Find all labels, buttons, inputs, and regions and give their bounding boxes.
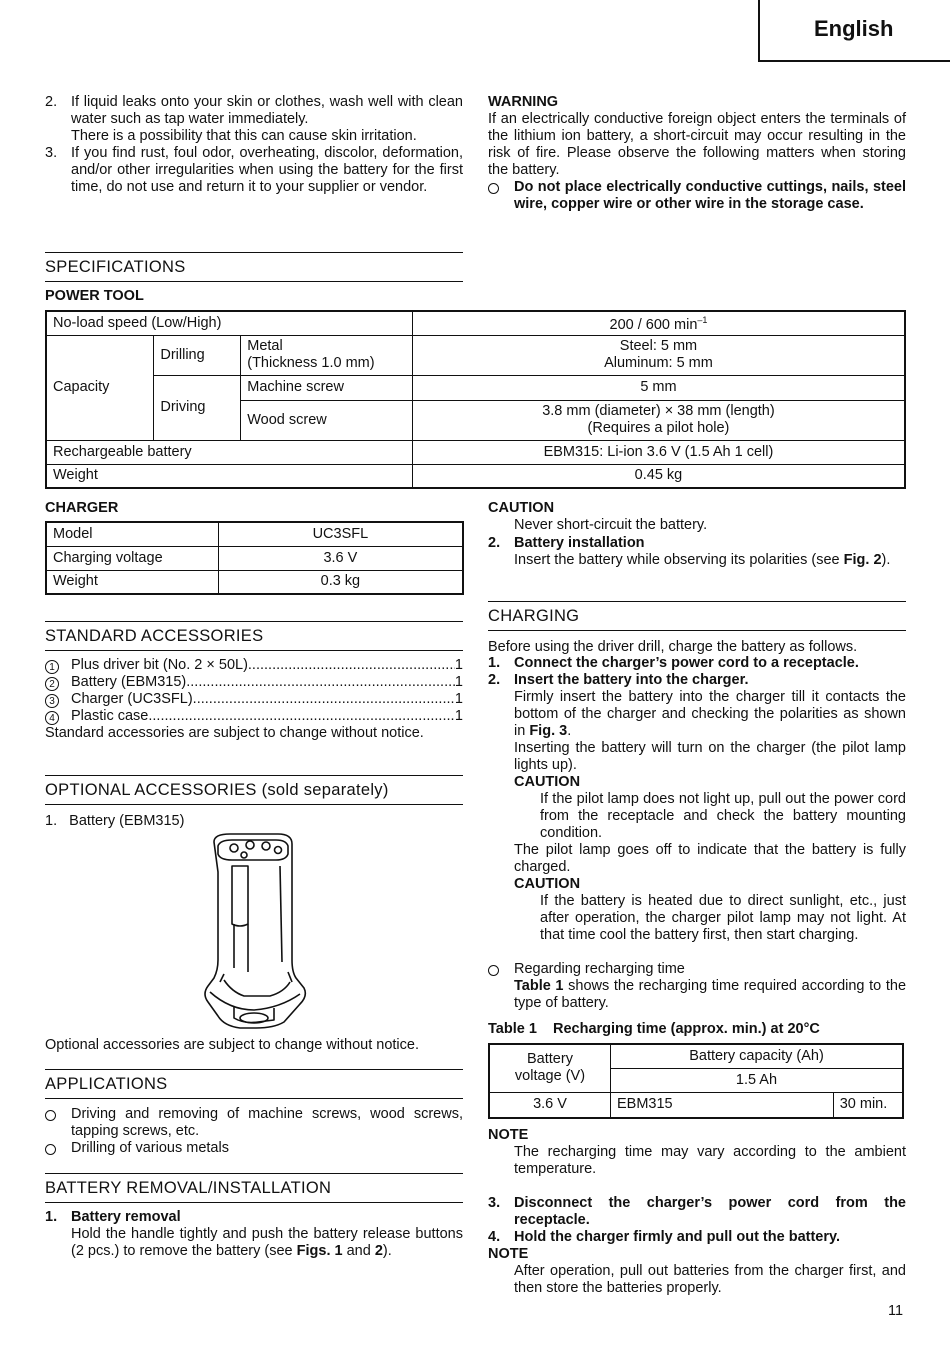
pilot-off-text: The pilot lamp goes off to indicate that the battery is fully charged. [514, 842, 906, 875]
bullet-circle-icon [45, 1143, 56, 1160]
page-number: 11 [888, 1303, 904, 1319]
charging-intro: Before using the driver drill, charge the battery as follows. [488, 639, 858, 655]
step-text-end: . [567, 723, 572, 739]
aluminum-value: Aluminum: 5 mm [604, 355, 713, 371]
dot-leader [186, 674, 455, 691]
noload-value-sup: –1 [697, 315, 708, 326]
accessory-qty: 1 [454, 674, 463, 690]
application-text: Drilling of various metals [71, 1140, 229, 1156]
drilling-label: Drilling [154, 335, 241, 375]
noload-value-text: 200 / 600 min [609, 317, 698, 334]
charger-model-value: UC3SFL [218, 522, 463, 546]
item-text: If you find rust, foul odor, overheating, discolor, deformation, and/or other irregularities when using the battery for the first time, do not use and return it to your supplier or vendor. [71, 145, 463, 195]
bullet-circle-icon [45, 1109, 56, 1126]
note-heading: NOTE [488, 1127, 529, 1143]
standard-accessories-heading: STANDARD ACCESSORIES [45, 621, 463, 651]
acc-number-text: 4 [45, 711, 59, 725]
language-label: English [814, 16, 894, 41]
caution-text: If the battery is heated due to direct sunlight, etc., just after operation, the charger pilot lamp may not light. At that time cool the battery first, then start charging. [540, 893, 906, 943]
fig-ref: Fig. 2 [843, 552, 882, 568]
fig-ref: Fig. 3 [529, 723, 568, 739]
accessory-label: Charger (UC3SFL) [71, 691, 193, 707]
charging-heading: CHARGING [488, 601, 906, 631]
applications-heading: APPLICATIONS [45, 1069, 463, 1099]
bullet-circle-icon [488, 964, 499, 981]
battery-label: Rechargeable battery [46, 440, 412, 464]
item-number: 3. [45, 145, 58, 161]
step-content [514, 672, 906, 740]
power-tool-heading: POWER TOOL [45, 288, 144, 304]
accessory-label: Plastic case [71, 708, 149, 724]
language-tab [758, 0, 950, 62]
metal-label [241, 335, 413, 375]
charger-heading: CHARGER [45, 500, 119, 516]
step-title: Battery removal [71, 1209, 181, 1225]
standard-accessories-list [45, 657, 463, 727]
optional-accessory-item: 1. Battery (EBM315) [45, 813, 185, 829]
voltage-header [489, 1044, 610, 1092]
bullet-circle-icon [488, 182, 499, 199]
wood-screw-label: Wood screw [241, 400, 413, 440]
warning-bullet-text: Do not place electrically conductive cuttings, nails, steel wire, copper wire or other wire in the storage case. [514, 179, 906, 212]
acc-number-text: 1 [45, 660, 59, 674]
step-text: Firmly insert the battery into the charger till it contacts the bottom of the charger and checking the polarities as shown in [514, 689, 906, 739]
charger-model-label: Model [46, 522, 218, 546]
application-text: Driving and removing of machine screws, wood screws, tapping screws, etc. [71, 1106, 463, 1139]
caution-text: If the pilot lamp does not light up, pull out the power cord from the receptacle and check the battery mounting condition. [540, 791, 906, 841]
note-heading: NOTE [488, 1246, 529, 1262]
metal-value [412, 335, 905, 375]
accessory-label: Battery (EBM315) [71, 674, 187, 690]
metal-text: Metal [247, 338, 283, 354]
acc-number-text: 2 [45, 677, 59, 691]
accessory-qty: 1 [454, 691, 463, 707]
caution-heading: CAUTION [488, 500, 555, 516]
note-text: The recharging time may vary according to the ambient temperature. [514, 1144, 906, 1177]
power-tool-spec-table [45, 310, 906, 489]
voltage-header-line1: Battery [527, 1051, 573, 1068]
accessory-item [71, 674, 463, 691]
bullet-text: shows the recharging time required according to the type of battery. [514, 978, 907, 1011]
warning-text: If an electrically conductive foreign object enters the terminals of the lithium ion battery, a short-circuit may occur resulting in the risk of fire. Please observe the following matters when storing the battery. [488, 111, 906, 178]
machine-screw-value: 5 mm [412, 375, 905, 400]
step-content [514, 535, 906, 569]
bullet-title: Regarding recharging time [514, 961, 685, 977]
metal-thickness: (Thickness 1.0 mm) [247, 355, 375, 371]
step-title: Disconnect the charger’s power cord from the receptacle. [514, 1195, 906, 1228]
capacity-header: Battery capacity (Ah) [610, 1044, 903, 1068]
battery-illustration [200, 832, 310, 1030]
standard-accessories-note: Standard accessories are subject to change without notice. [45, 725, 424, 741]
step-title: Connect the charger’s power cord to a receptacle. [514, 655, 859, 671]
weight-value: 0.45 kg [412, 464, 905, 488]
item-text [71, 94, 463, 145]
voltage-value: 3.6 V [489, 1092, 610, 1118]
note-text: After operation, pull out batteries from the charger first, and then store the batteries properly. [514, 1263, 906, 1296]
acc-number-1 [45, 658, 59, 675]
warning-heading: WARNING [488, 94, 559, 110]
accessory-item [71, 657, 463, 674]
wood-screw-value [412, 400, 905, 440]
steel-value: Steel: 5 mm [619, 338, 698, 354]
step-title: Insert the battery into the charger. [514, 672, 749, 688]
step-number: 1. [488, 655, 501, 671]
step-text-and: and [342, 1243, 375, 1259]
step-title: Hold the charger firmly and pull out the battery. [514, 1229, 841, 1245]
charger-spec-table [45, 521, 464, 595]
caution-text: Never short-circuit the battery. [514, 517, 708, 533]
driving-label: Driving [154, 375, 241, 440]
step-text-end: ). [881, 552, 891, 568]
step-number: 4. [488, 1229, 501, 1245]
noload-value [412, 311, 905, 335]
acc-number-2 [45, 675, 59, 692]
capacity-label: Capacity [46, 335, 154, 440]
step-number: 3. [488, 1195, 501, 1211]
accessory-qty: 1 [454, 708, 463, 724]
wood-screw-size: 3.8 mm (diameter) × 38 mm (length) [542, 403, 775, 419]
machine-screw-label: Machine screw [241, 375, 413, 400]
step-text-end: ). [382, 1243, 392, 1259]
acc-number-3 [45, 692, 59, 709]
specifications-heading: SPECIFICATIONS [45, 252, 463, 282]
recharging-time-table [488, 1043, 904, 1119]
battery-model: EBM315 [610, 1092, 833, 1118]
recharge-time: 30 min. [833, 1092, 903, 1118]
table1-caption: Table 1 Recharging time (approx. min.) at 20°C [488, 1021, 820, 1037]
accessory-qty: 1 [454, 657, 463, 673]
acc-number-4 [45, 709, 59, 726]
accessory-item [71, 691, 463, 708]
noload-label: No-load speed (Low/High) [46, 311, 412, 335]
capacity-value: 1.5 Ah [610, 1068, 903, 1092]
step-number: 1. [45, 1209, 58, 1225]
step-title: Battery installation [514, 535, 645, 551]
voltage-header-line2: voltage (V) [514, 1068, 586, 1085]
accessory-item [71, 708, 463, 725]
wood-screw-note: (Requires a pilot hole) [587, 420, 730, 436]
fig-ref: Figs. 1 [296, 1243, 343, 1259]
battery-value: EBM315: Li-ion 3.6 V (1.5 Ah 1 cell) [412, 440, 905, 464]
dot-leader [248, 657, 455, 674]
optional-accessories-note: Optional accessories are subject to change without notice. [45, 1037, 419, 1053]
item-text-main: If liquid leaks onto your skin or clothes, wash well with clean water such as tap water immediately. [71, 94, 463, 127]
charger-weight-value: 0.3 kg [218, 570, 463, 594]
weight-label: Weight [46, 464, 412, 488]
step-content [71, 1209, 463, 1260]
dot-leader [193, 691, 455, 708]
table-ref: Table 1 [514, 978, 564, 994]
accessory-label: Plus driver bit (No. 2 × 50L) [71, 657, 248, 673]
charger-weight-label: Weight [46, 570, 218, 594]
item-text-extra: There is a possibility that this can cause skin irritation. [71, 128, 417, 144]
fig-ref: 2 [374, 1243, 383, 1259]
optional-accessories-heading: OPTIONAL ACCESSORIES (sold separately) [45, 775, 463, 805]
charger-voltage-value: 3.6 V [218, 546, 463, 570]
step-text: Insert the battery while observing its polarities (see [514, 552, 844, 568]
step-text: Hold the handle tightly and push the battery release buttons (2 pcs.) to remove the battery (see [71, 1226, 463, 1259]
dot-leader [148, 708, 455, 725]
caution-heading: CAUTION [514, 774, 581, 790]
caution-heading: CAUTION [514, 876, 581, 892]
item-number: 2. [45, 94, 58, 110]
step-number: 2. [488, 672, 501, 688]
step-number: 2. [488, 535, 501, 551]
charging-pilot-lamp-text: Inserting the battery will turn on the charger (the pilot lamp lights up). [514, 740, 906, 773]
battery-removal-heading: BATTERY REMOVAL/INSTALLATION [45, 1173, 463, 1203]
acc-number-text: 3 [45, 694, 59, 708]
bullet-content [514, 961, 906, 1012]
charger-voltage-label: Charging voltage [46, 546, 218, 570]
